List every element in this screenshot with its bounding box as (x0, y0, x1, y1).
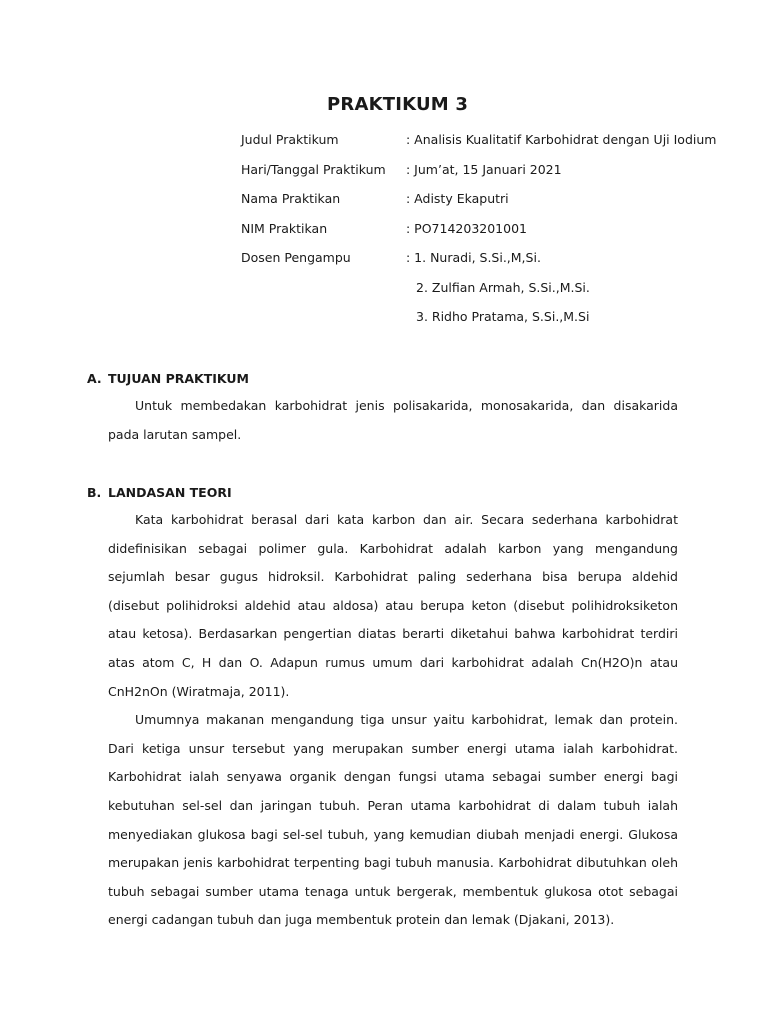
document-title: PRAKTIKUM 3 (327, 94, 469, 115)
info-row-dosen-2 (241, 279, 741, 309)
paragraph: Untuk membedakan karbohidrat jenis polisakarida, monosakarida, dan disakarida pada larutan sampel. (108, 398, 678, 442)
section-tujuan (87, 370, 681, 449)
info-label: Hari/Tanggal Praktikum (241, 161, 386, 177)
info-value: : 1. Nuradi, S.Si.,M,Si. (406, 250, 541, 265)
info-row-dosen (241, 249, 741, 279)
info-label: Judul Praktikum (241, 132, 339, 147)
info-row-dosen-3 (241, 308, 741, 338)
info-block (241, 131, 741, 338)
info-value: : Adisty Ekaputri (406, 191, 509, 206)
info-value: : PO714203201001 (406, 220, 527, 236)
info-value: : Analisis Kualitatif Karbohidrat dengan Uji Iodium (406, 132, 717, 147)
section-heading-text: TUJUAN PRAKTIKUM (108, 371, 249, 386)
info-label: NIM Praktikan (241, 220, 328, 236)
info-row-nim (241, 220, 741, 250)
dosen-name: 3. Ridho Pratama, S.Si.,M.Si (416, 309, 590, 324)
section-heading-text: LANDASAN TEORI (108, 485, 232, 500)
info-row-nama (241, 190, 741, 220)
section-letter: B. (87, 485, 102, 500)
info-row-tanggal (241, 161, 741, 191)
section-landasan-teori (87, 484, 681, 935)
section-heading (87, 370, 681, 392)
info-label: Nama Praktikan (241, 191, 341, 206)
info-value: : Jum’at, 15 Januari 2021 (406, 161, 562, 177)
section-letter: A. (87, 371, 102, 386)
info-row-judul (241, 131, 741, 161)
paragraph: Umumnya makanan mengandung tiga unsur yaitu karbohidrat, lemak dan protein. Dari ketiga unsur tersebut yang merupakan sumber energi utama ialah karbohidrat. Karbohidrat ialah senyawa organik dengan fungsi utama sebagai sumber energi bagi kebutuhan sel-sel dan jaringan tubuh. Peran utama karbohidrat di dalam tubuh ialah menyediakan glukosa bagi sel-sel tubuh, yang kemudian diubah menjadi energi. Glukosa merupakan jenis karbohidrat terpenting bagi tubuh manusia. Karbohidrat dibutuhkan oleh tubuh sebagai sumber utama tenaga untuk bergerak, membentuk glukosa otot sebagai energi cadangan tubuh dan juga membentuk protein dan lemak (Djakani, 2013). (108, 712, 678, 928)
section-heading (87, 484, 681, 506)
dosen-name: 2. Zulfian Armah, S.Si.,M.Si. (416, 279, 590, 295)
info-label: Dosen Pengampu (241, 250, 351, 265)
paragraph: Kata karbohidrat berasal dari kata karbon dan air. Secara sederhana karbohidrat didefinisikan sebagai polimer gula. Karbohidrat adalah karbon yang mengandung sejumlah besar gugus hidroksil. Karbohidrat paling sederhana bisa berupa aldehid (disebut polihidroksi aldehid atau aldosa) atau berupa keton (disebut polihidroksiketon atau ketosa). Berdasarkan pengertian diatas berarti diketahui bahwa karbohidrat terdiri atas atom C, H dan O. Adapun rumus umum dari karbohidrat adalah Cn(H2O)n atau CnH2nOn (Wiratmaja, 2011). (108, 512, 678, 699)
